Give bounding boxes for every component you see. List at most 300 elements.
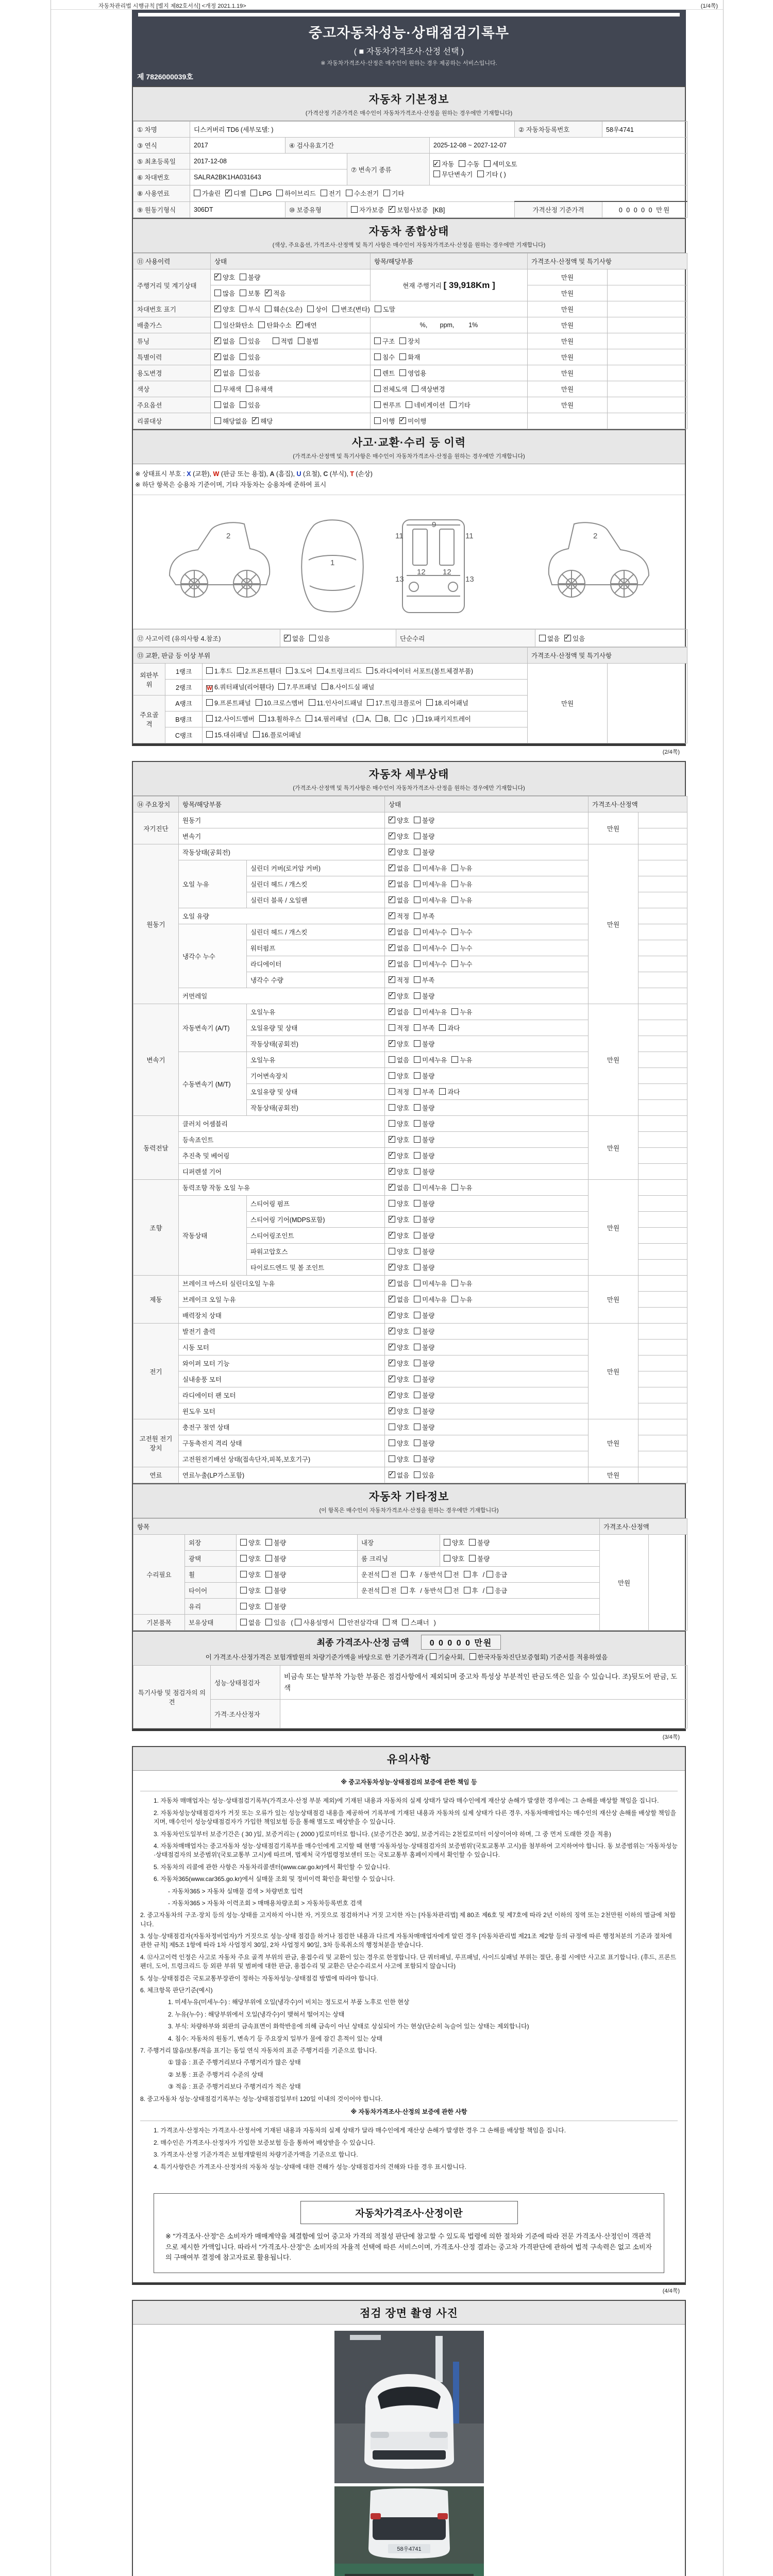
option-label: 있음 (573, 635, 585, 642)
checkbox-checked[interactable] (389, 1264, 395, 1270)
checkbox-unchecked[interactable] (351, 206, 358, 213)
checkbox-unchecked[interactable] (214, 417, 221, 424)
device-group-label: 전기 (133, 1324, 179, 1419)
option (389, 1438, 409, 1448)
checkbox-unchecked[interactable] (414, 1136, 421, 1143)
checkbox-unchecked[interactable] (414, 1232, 421, 1239)
checkbox-checked[interactable] (389, 1040, 395, 1047)
checkbox-unchecked[interactable] (265, 1571, 272, 1578)
checkbox-unchecked[interactable] (214, 401, 221, 408)
checkbox-unchecked[interactable] (214, 321, 221, 328)
checkbox-checked[interactable] (214, 369, 221, 376)
checkbox-unchecked[interactable] (295, 1619, 301, 1625)
checkbox-unchecked[interactable] (414, 1264, 421, 1270)
note-cell (638, 1116, 687, 1132)
checkbox-checked[interactable] (389, 976, 395, 983)
checkbox-checked[interactable] (389, 880, 395, 887)
checkbox-unchecked[interactable] (265, 306, 272, 312)
checkbox-unchecked[interactable] (389, 1088, 395, 1095)
checkbox-checked[interactable] (389, 849, 395, 855)
checkbox-unchecked[interactable] (414, 976, 421, 983)
checkbox-unchecked[interactable] (414, 1408, 421, 1414)
checkbox-unchecked[interactable] (414, 833, 421, 839)
checkbox-unchecked[interactable] (321, 190, 327, 196)
checkbox-unchecked[interactable] (414, 1328, 421, 1334)
checkbox-unchecked[interactable] (339, 1619, 346, 1625)
checkbox-unchecked[interactable] (383, 1619, 390, 1625)
page-marker-1: (1/4쪽) (700, 3, 718, 9)
checkbox-unchecked[interactable] (374, 385, 381, 392)
checkbox-unchecked[interactable] (414, 1312, 421, 1318)
checkbox-checked[interactable] (564, 635, 571, 641)
option-text: ( (291, 1619, 293, 1626)
option (414, 879, 447, 889)
checkbox-checked[interactable] (389, 206, 395, 213)
pricing-definition-title: 자동차가격조사·산정이란 (300, 2201, 518, 2224)
checkbox-unchecked[interactable] (414, 928, 421, 935)
simple-repair-options (535, 630, 687, 647)
option (265, 1570, 286, 1579)
option-label: 탄화수소 (266, 322, 292, 329)
repair-needed-label: 수리필요 (133, 1535, 185, 1615)
checkbox-unchecked[interactable] (414, 865, 421, 871)
checkbox-unchecked[interactable] (389, 1072, 395, 1079)
option-label: 양호 (223, 306, 236, 313)
checkbox-unchecked[interactable] (414, 1439, 421, 1446)
checkbox-unchecked[interactable] (414, 817, 421, 823)
checkbox-unchecked[interactable] (444, 1555, 450, 1562)
option (351, 205, 384, 214)
checkbox-unchecked[interactable] (459, 160, 465, 167)
checkbox-unchecked[interactable] (309, 635, 316, 641)
checkbox-unchecked[interactable] (389, 1024, 395, 1031)
checkbox-checked[interactable] (214, 274, 221, 280)
option (389, 1295, 409, 1304)
checkbox-unchecked[interactable] (237, 667, 244, 674)
checkbox-unchecked[interactable] (464, 1571, 470, 1578)
table-row (133, 413, 687, 429)
checkbox-unchecked[interactable] (399, 337, 406, 344)
option-text: / (482, 1571, 485, 1579)
checkbox-unchecked[interactable] (265, 1619, 272, 1625)
checkbox-unchecked[interactable] (414, 1040, 421, 1047)
option (464, 1570, 478, 1579)
checkbox-unchecked[interactable] (401, 1571, 408, 1578)
checkbox-unchecked[interactable] (469, 1539, 476, 1546)
state-options (385, 1212, 589, 1228)
checkbox-unchecked[interactable] (214, 385, 221, 392)
checkbox-unchecked[interactable] (214, 290, 221, 296)
checkbox-checked[interactable] (389, 1280, 395, 1286)
checkbox-unchecked[interactable] (366, 667, 373, 674)
price-cell: 만원 (528, 269, 608, 285)
checkbox-unchecked[interactable] (451, 1184, 458, 1191)
option-label: 없음 (248, 1619, 261, 1626)
checkbox-checked[interactable] (389, 1376, 395, 1382)
note-cell (608, 413, 687, 429)
checkbox-checked[interactable] (389, 992, 395, 999)
checkbox-unchecked[interactable] (256, 699, 262, 706)
table-row (133, 1116, 687, 1132)
checkbox-unchecked[interactable] (416, 715, 423, 722)
checkbox-checked[interactable] (296, 321, 303, 328)
option (240, 304, 260, 314)
checkbox-unchecked[interactable] (426, 699, 433, 706)
checkbox-unchecked[interactable] (395, 715, 401, 722)
option-label: 전기 (328, 190, 341, 197)
item-label: 라디에이터 팬 모터 (179, 1387, 385, 1403)
checkbox-unchecked[interactable] (317, 667, 324, 674)
checkbox-unchecked[interactable] (389, 1439, 395, 1446)
checkbox-unchecked[interactable] (240, 401, 246, 408)
checkbox-unchecked[interactable] (451, 1280, 458, 1286)
checkbox-unchecked[interactable] (414, 1248, 421, 1255)
checkbox-unchecked[interactable] (399, 369, 406, 376)
checkbox-checked[interactable] (389, 1408, 395, 1414)
option (389, 1055, 409, 1064)
checkbox-unchecked[interactable] (298, 337, 305, 344)
option (240, 1570, 261, 1579)
checkbox-unchecked[interactable] (265, 1603, 272, 1609)
overall-state-table (133, 253, 687, 429)
checkbox-unchecked[interactable] (469, 1555, 476, 1562)
checkbox-unchecked[interactable] (194, 190, 200, 196)
license-plate: 58우4741 (396, 2546, 422, 2553)
checkbox-unchecked[interactable] (240, 1619, 247, 1625)
item-label: 배력장치 상태 (179, 1308, 385, 1324)
checkbox-unchecked[interactable] (206, 699, 213, 706)
checkbox-unchecked[interactable] (451, 1296, 458, 1302)
option (253, 730, 301, 741)
table-row (133, 269, 687, 285)
checkbox-unchecked[interactable] (307, 306, 314, 312)
option-label: 보험사보증 (397, 206, 428, 214)
checkbox-unchecked[interactable] (477, 171, 484, 177)
checkbox-checked[interactable] (389, 817, 395, 823)
checkbox-unchecked[interactable] (382, 1571, 389, 1578)
exchange-price-col: 가격조사·산정액 및 특기사항 (528, 648, 687, 664)
option (414, 1215, 434, 1224)
checkbox-unchecked[interactable] (240, 353, 246, 360)
notice-line: 3. 성능·상태점검자(자동차정비업자)가 거짓으로 성능·상태 점검을 하거나 점검한 내용과 다르게 자동차매매업자에게 알린 경우 [자동차관리법 제21조 제2항 등의 규정에 따른 행정처분의 기준과 절차에 관한 규칙] 제5조 1항에 따라 1차 사업정지 30일, 2차 사업정지 90일, 3차 등록취소의 행정처분을 받습니다. (140, 1933, 672, 1949)
checkbox-unchecked[interactable] (414, 849, 421, 855)
checkbox-unchecked[interactable] (240, 1603, 247, 1609)
checkbox-unchecked[interactable] (246, 385, 253, 392)
checkbox-unchecked[interactable] (414, 1200, 421, 1207)
option-label: 16.플로어패널 (261, 732, 301, 739)
checkbox-unchecked[interactable] (206, 715, 213, 722)
option-label: 자가보증 (359, 206, 384, 214)
checkbox-unchecked[interactable] (469, 1653, 476, 1660)
checkbox-checked[interactable] (389, 865, 395, 871)
checkbox-checked[interactable] (389, 960, 395, 967)
checkbox-unchecked[interactable] (240, 1555, 247, 1562)
option-label: 14.필러패널 (314, 716, 348, 723)
checkbox-unchecked[interactable] (240, 369, 246, 376)
checkbox-unchecked[interactable] (206, 667, 213, 674)
option-label: 부족 (422, 1025, 435, 1032)
option (214, 368, 235, 378)
interior-label: 내장 (358, 1535, 440, 1551)
checkbox-unchecked[interactable] (240, 274, 246, 280)
checkbox-unchecked[interactable] (240, 1571, 247, 1578)
checkbox-unchecked[interactable] (414, 1152, 421, 1159)
checkbox-checked[interactable] (433, 160, 440, 167)
checkbox-unchecked[interactable] (414, 1024, 421, 1031)
svg-text:11: 11 (395, 532, 404, 540)
checkbox-unchecked[interactable] (414, 1104, 421, 1111)
checkbox-unchecked[interactable] (240, 290, 246, 296)
option (439, 1023, 460, 1032)
checkbox-unchecked[interactable] (414, 1056, 421, 1063)
option (322, 682, 374, 693)
checkbox-unchecked[interactable] (451, 960, 458, 967)
checkbox-unchecked[interactable] (240, 1587, 247, 1594)
checkbox-checked[interactable] (389, 1168, 395, 1175)
option (416, 714, 471, 725)
checkbox-checked[interactable] (389, 912, 395, 919)
checkbox-unchecked[interactable] (414, 1088, 421, 1095)
checkbox-checked[interactable] (389, 1232, 395, 1239)
option-label: 미세누유 (422, 1057, 447, 1064)
checkbox-checked[interactable] (389, 1471, 395, 1478)
option-label: 안전삼각대 (347, 1619, 379, 1626)
option-label: 불량 (422, 1153, 435, 1160)
checkbox-checked[interactable] (389, 1312, 395, 1318)
option (389, 863, 409, 873)
option (414, 1406, 434, 1416)
option (389, 1454, 409, 1464)
checkbox-unchecked[interactable] (484, 160, 491, 167)
item-label: 워터펌프 (247, 940, 385, 956)
option-label: 양호 (248, 1539, 261, 1547)
checkbox-unchecked[interactable] (414, 1392, 421, 1398)
checkbox-unchecked[interactable] (464, 1587, 470, 1594)
checkbox-unchecked[interactable] (276, 190, 283, 196)
checkbox-unchecked[interactable] (258, 321, 265, 328)
checkbox-checked[interactable] (399, 417, 406, 424)
checkbox-unchecked[interactable] (433, 171, 440, 177)
table-row (133, 1419, 687, 1435)
checkbox-unchecked[interactable] (265, 1555, 272, 1562)
checkbox-unchecked[interactable] (265, 1587, 272, 1594)
checkbox-unchecked[interactable] (414, 944, 421, 951)
checkbox-unchecked[interactable] (450, 401, 457, 408)
checkbox-unchecked[interactable] (414, 1008, 421, 1015)
checkbox-unchecked[interactable] (253, 731, 260, 738)
checkbox-unchecked[interactable] (406, 401, 412, 408)
option-label: 전 (452, 1571, 459, 1579)
checkbox-unchecked[interactable] (374, 417, 381, 424)
checkbox-unchecked[interactable] (357, 715, 363, 722)
checkbox-unchecked[interactable] (445, 1571, 451, 1578)
option (414, 1007, 447, 1016)
checkbox-unchecked[interactable] (414, 1376, 421, 1382)
state-options (385, 860, 589, 876)
checkbox-unchecked[interactable] (451, 880, 458, 887)
checkbox-unchecked[interactable] (439, 1088, 446, 1095)
checkbox-checked[interactable] (389, 1008, 395, 1015)
checkbox-checked[interactable] (389, 1184, 395, 1191)
checkbox-checked[interactable] (389, 1152, 395, 1159)
mileage-options-2 (211, 285, 371, 301)
checkbox-unchecked[interactable] (414, 1120, 421, 1127)
checkbox-unchecked[interactable] (389, 1120, 395, 1127)
checkbox-unchecked[interactable] (412, 385, 418, 392)
option (389, 1391, 409, 1400)
notice-subheader: ※ 자동차가격조사·산정의 보증에 관한 사항 (140, 2107, 678, 2121)
checkbox-unchecked[interactable] (401, 1587, 408, 1594)
checkbox-checked[interactable] (389, 1344, 395, 1350)
checkbox-unchecked[interactable] (278, 683, 285, 690)
checkbox-checked[interactable] (214, 337, 221, 344)
checkbox-unchecked[interactable] (375, 306, 381, 312)
checkbox-unchecked[interactable] (332, 306, 339, 312)
checkbox-unchecked[interactable] (389, 1423, 395, 1430)
checkbox-unchecked[interactable] (389, 1104, 395, 1111)
checkbox-checked[interactable] (389, 944, 395, 951)
checkbox-unchecked[interactable] (414, 1455, 421, 1462)
checkbox-checked[interactable] (284, 635, 291, 641)
checkbox-unchecked[interactable] (206, 731, 213, 738)
checkbox-checked[interactable] (214, 306, 221, 312)
checkbox-checked[interactable] (252, 417, 259, 424)
option (389, 943, 409, 953)
price-cell: 만원 (589, 1004, 638, 1116)
checkbox-unchecked[interactable] (383, 190, 390, 196)
checkbox-unchecked[interactable] (389, 1200, 395, 1207)
checkbox-unchecked[interactable] (376, 715, 382, 722)
checkbox-unchecked[interactable] (374, 401, 381, 408)
checkbox-unchecked[interactable] (414, 992, 421, 999)
checkbox-unchecked[interactable] (389, 1248, 395, 1255)
option-label: 불량 (422, 1456, 435, 1463)
checkbox-unchecked[interactable] (382, 1587, 389, 1594)
checkbox-unchecked[interactable] (374, 353, 381, 360)
checkbox-unchecked[interactable] (451, 1008, 458, 1015)
option-label: 장치 (408, 338, 421, 345)
option-label: 불량 (422, 1424, 435, 1431)
checkbox-unchecked[interactable] (414, 960, 421, 967)
item-label: 원동기 (179, 812, 385, 828)
checkbox-checked[interactable] (389, 896, 395, 903)
option-label: 양호 (397, 1105, 410, 1112)
checkbox-unchecked[interactable] (445, 1587, 451, 1594)
checkbox-unchecked[interactable] (414, 1216, 421, 1223)
checkbox-unchecked[interactable] (414, 1280, 421, 1286)
checkbox-unchecked[interactable] (250, 190, 257, 196)
checkbox-unchecked[interactable] (451, 928, 458, 935)
checkbox-unchecked[interactable] (286, 667, 293, 674)
option (389, 1039, 409, 1048)
checkbox-unchecked[interactable] (399, 353, 406, 360)
checkbox-checked[interactable] (389, 1392, 395, 1398)
checkbox-checked[interactable] (214, 353, 221, 360)
vin-mark-options (211, 301, 528, 317)
checkbox-unchecked[interactable] (486, 1587, 493, 1594)
state-options (385, 1180, 589, 1196)
checkbox-unchecked[interactable] (265, 1539, 272, 1546)
checkbox-unchecked[interactable] (414, 1344, 421, 1350)
checkbox-unchecked[interactable] (367, 699, 374, 706)
option-label: 유채색 (254, 386, 273, 393)
option (389, 1071, 409, 1080)
note-cell (528, 413, 608, 429)
notice-line: 7. 주행거리 많음/보통/적음 표기는 동일 연식 자동차의 표준 주행거리를 기준으로 합니다. (140, 2046, 377, 2054)
checkbox-unchecked[interactable] (414, 1184, 421, 1191)
option-label: 없음 (223, 370, 236, 377)
checkbox-unchecked[interactable] (414, 896, 421, 903)
checkbox-unchecked[interactable] (240, 337, 246, 344)
checkbox-unchecked[interactable] (374, 337, 381, 344)
checkbox-unchecked[interactable] (259, 715, 266, 722)
checkbox-unchecked[interactable] (414, 880, 421, 887)
checkbox-unchecked[interactable] (273, 337, 279, 344)
checkbox-unchecked[interactable] (414, 1471, 421, 1478)
checkbox-unchecked[interactable] (451, 896, 458, 903)
checkbox-unchecked[interactable] (486, 1571, 493, 1578)
checkbox-unchecked[interactable] (451, 944, 458, 951)
checkbox-checked[interactable] (389, 1360, 395, 1366)
table-row (133, 1467, 687, 1483)
checkbox-checked[interactable] (389, 928, 395, 935)
checkbox-unchecked[interactable] (309, 699, 315, 706)
checkbox-unchecked[interactable] (240, 306, 246, 312)
option-label: 양호 (452, 1539, 465, 1547)
note-cell (608, 397, 687, 413)
checkbox-unchecked[interactable] (346, 190, 352, 196)
checkbox-unchecked[interactable] (430, 1653, 436, 1660)
checkbox-unchecked[interactable] (414, 912, 421, 919)
checkbox-unchecked[interactable] (414, 1168, 421, 1175)
checkbox-unchecked[interactable] (451, 1056, 458, 1063)
checkbox-unchecked[interactable] (414, 1423, 421, 1430)
checkbox-checked[interactable] (225, 190, 232, 196)
checkbox-checked[interactable] (389, 1328, 395, 1334)
checkbox-checked[interactable] (389, 1296, 395, 1302)
table-row (133, 301, 687, 317)
checkbox-unchecked[interactable] (439, 1024, 446, 1031)
checkbox-checked[interactable] (265, 290, 272, 296)
note-cell (638, 1228, 687, 1244)
checkbox-unchecked[interactable] (451, 865, 458, 871)
checkbox-unchecked[interactable] (389, 1455, 395, 1462)
checkbox-unchecked[interactable] (374, 369, 381, 376)
checkbox-unchecked[interactable] (402, 1619, 409, 1625)
option (414, 1263, 434, 1272)
vehicle-diagram-svg (149, 498, 669, 621)
checkbox-unchecked[interactable] (414, 1360, 421, 1366)
checkbox-unchecked[interactable] (240, 1539, 247, 1546)
option (265, 1618, 286, 1627)
checkbox-unchecked[interactable] (389, 1056, 395, 1063)
checkbox-unchecked[interactable] (306, 715, 312, 722)
checkbox-unchecked[interactable] (414, 1072, 421, 1079)
checkbox-unchecked[interactable] (444, 1539, 450, 1546)
item-label: 오일누유 (247, 1052, 385, 1068)
option-label: 불량 (248, 274, 261, 281)
option-label: 양호 (397, 1328, 410, 1335)
tuning-options-2 (371, 333, 528, 349)
checkbox-checked[interactable] (389, 1136, 395, 1143)
checkbox-unchecked[interactable] (414, 1296, 421, 1302)
checkbox-checked[interactable] (389, 1216, 395, 1223)
option (414, 991, 434, 1001)
checkbox-unchecked[interactable] (539, 635, 546, 641)
checkbox-unchecked[interactable] (322, 683, 328, 690)
checkbox-checked[interactable] (389, 833, 395, 839)
option-label: 적법 (280, 338, 293, 345)
